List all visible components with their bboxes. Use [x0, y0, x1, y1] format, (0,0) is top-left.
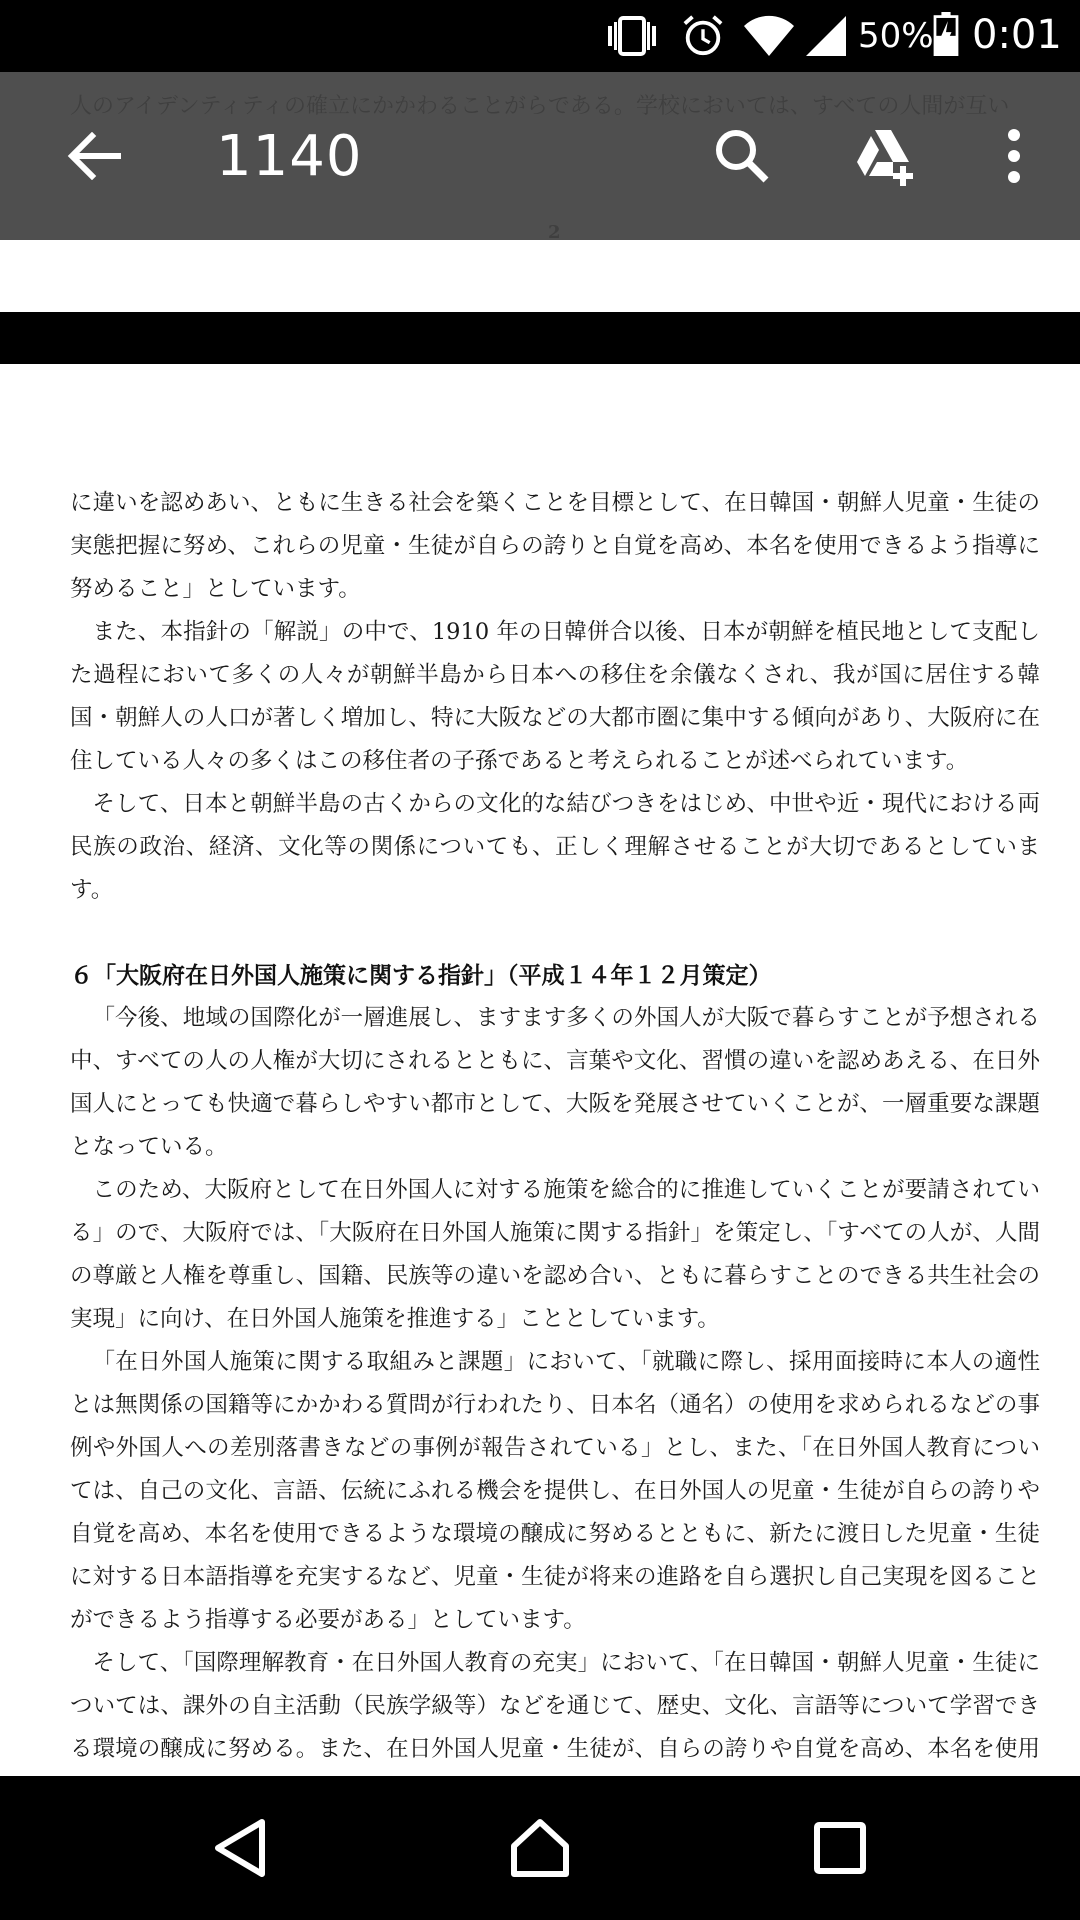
- paragraph: このため、大阪府として在日外国人に対する施策を総合的に推進していくことが要請されている」ので、大阪府では、「大阪府在日外国人施策に関する指針」を策定し、「すべての人が、人間の尊厳と人権を尊重し、国籍、民族等の違いを認め合い、ともに暮らすことのできる共生社会の実現」に向け、在日外国人施策を推進する」こととしています。: [70, 1177, 1040, 1332]
- document-title: 1140: [216, 124, 363, 189]
- nav-home-button[interactable]: [490, 1798, 590, 1898]
- battery-icon: [932, 12, 960, 56]
- wifi-icon: [744, 14, 794, 58]
- status-bar: [0, 0, 1080, 72]
- home-icon: [508, 1816, 572, 1880]
- paragraph: に違いを認めあい、ともに生きる社会を築くことを目標として、在日韓国・朝鮮人児童・生徒の実態把握に努め、これらの児童・生徒が自らの誇りと自覚を高め、本名を使用できるよう指導に努めること」としています。: [70, 490, 1040, 602]
- paragraph: 「在日外国人施策に関する取組みと課題」において、「就職に際し、採用面接時に本人の適性とは無関係の国籍等にかかわる質問が行われたり、日本名（通名）の使用を求められるなどの事例や外国人への差別落書きなどの事例が報告されている」とし、また、「在日外国人教育については、自己の文化、言語、伝統にふれる機会を提供し、在日外国人の児童・生徒が自らの誇りや自覚を高め、本名を使用できるような環境の醸成に努めるとともに、新たに渡日した児童・生徒に対する日本語指導を充実するなど、児童・生徒が将来の進路を自ら選択し自己実現を図ることができるよう指導する必要がある」としています。: [70, 1349, 1040, 1633]
- recents-icon: [812, 1820, 868, 1876]
- battery-percent: 50%: [858, 16, 934, 56]
- add-to-drive-button[interactable]: [846, 116, 926, 196]
- nav-back-button[interactable]: [190, 1798, 290, 1898]
- section-heading: ６「大阪府在日外国人施策に関する指針」（平成１４年１２月策定）: [70, 962, 772, 989]
- nav-recents-button[interactable]: [790, 1798, 890, 1898]
- back-arrow-icon: [66, 132, 122, 180]
- vibrate-icon: [604, 14, 660, 58]
- search-icon: [712, 126, 772, 186]
- drive-add-icon: [853, 126, 919, 186]
- back-triangle-icon: [210, 1816, 270, 1880]
- overflow-menu-icon: [1004, 128, 1024, 184]
- navigation-bar: [0, 1776, 1080, 1920]
- paragraph: そして、「国際理解教育・在日外国人教育の充実」において、「在日韓国・朝鮮人児童・生徒については、課外の自主活動（民族学級等）などを通じて、歴史、文化、言語等について学習できる環境の醸成に努める。また、在日外国人児童・生徒が、自らの誇りや自覚を高め、本名を使用: [70, 1650, 1040, 1762]
- overflow-menu-button[interactable]: [974, 116, 1054, 196]
- page-separator: [0, 312, 1080, 364]
- paragraph: 「今後、地域の国際化が一層進展し、ますます多くの外国人が大阪で暮らすことが予想される中、すべての人の人権が大切にされるとともに、言葉や文化、習慣の違いを認めあえる、在日外国人にとっても快適で暮らしやすい都市として、大阪を発展させていくことが、一層重要な課題となっている。: [70, 1005, 1040, 1160]
- document-page: [70, 482, 1040, 1814]
- paragraph: また、本指針の「解説」の中で、1910 年の日韓併合以後、日本が朝鮮を植民地として支配した過程において多くの人々が朝鮮半島から日本への移住を余儀なくされ、我が国に居住する韓国・朝鮮人の人口が著しく増加し、特に大阪などの大都市圏に集中する傾向があり、大阪府に在住している人々の多くはこの移住者の子孫であると考えられることが述べられています。: [70, 619, 1040, 774]
- alarm-icon: [680, 14, 726, 58]
- search-button[interactable]: [702, 116, 782, 196]
- signal-icon: [804, 14, 848, 58]
- app-bar: [0, 72, 1080, 240]
- clock: 0:01: [972, 12, 1062, 58]
- paragraph: そして、日本と朝鮮半島の古くからの文化的な結びつきをはじめ、中世や近・現代における両民族の政治、経済、文化等の関係についても、正しく理解させることが大切であるとしています。: [70, 791, 1040, 903]
- back-button[interactable]: [54, 116, 134, 196]
